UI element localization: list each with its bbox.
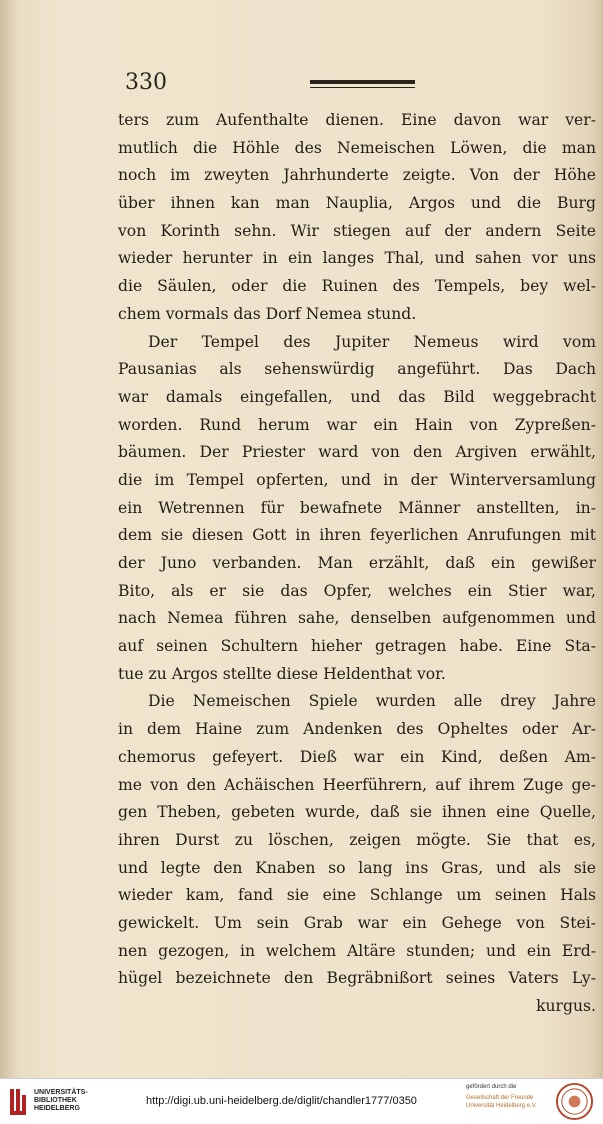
sponsor-seal-icon — [555, 1082, 594, 1121]
text-line: dem sie diesen Gott in ihren feyerlichen Anrufungen mit — [118, 526, 596, 545]
text-line: war damals eingefallen, und das Bild weggebracht — [118, 387, 596, 406]
text-line: me von den Achäischen Heerführern, auf ihrem Zuge ge- — [118, 775, 596, 794]
text-line: ein Wetrennen für bewafnete Männer anstellten, in- — [118, 498, 596, 517]
text-line: gen Theben, gebeten wurde, daß sie ihnen eine Quelle, — [118, 803, 596, 822]
library-logo-icon — [10, 1089, 30, 1115]
text-line: chemorus gefeyert. Dieß war ein Kind, deßen Am- — [118, 747, 596, 766]
text-line: wieder kam, fand sie eine Schlange um seinen Hals — [118, 886, 596, 905]
text-line: die im Tempel opferten, und in der Winterversamlung — [118, 470, 596, 489]
text-line: Der Tempel des Jupiter Nemeus wird vom — [148, 332, 596, 351]
text-line: Bito, als er sie das Opfer, welches ein Stier war, — [118, 581, 596, 600]
header-rule — [310, 80, 415, 84]
text-line: bäumen. Der Priester ward von den Argiven erwählt, — [118, 443, 596, 462]
text-line: tue zu Argos stellte diese Heldenthat vor. — [118, 664, 446, 683]
sponsor-name: Gesellschaft der Freunde Universität Heidelberg e.V. — [466, 1095, 537, 1109]
viewer-footer — [0, 1078, 603, 1124]
text-line: Pausanias als sehenswürdig angeführt. Das Dach — [118, 360, 596, 379]
text-line: nach Nemea führen sahe, denselben aufgenommen und — [118, 609, 596, 628]
text-line: ters zum Aufenthalte dienen. Eine davon war ver- — [118, 111, 596, 129]
text-line: gewickelt. Um sein Grab war ein Gehege von Stei- — [118, 913, 596, 932]
text-line: noch im zweyten Jahrhunderte zeigte. Von der Höhe — [118, 166, 596, 185]
page-number: 330 — [125, 70, 167, 95]
text-line: wieder herunter in ein langes Thal, und sahen vor uns — [118, 249, 596, 268]
page-header — [125, 70, 595, 98]
text-line: der Juno verbanden. Man erzählt, daß ein gewißer — [118, 554, 596, 572]
text-line: auf seinen Schultern hieher getragen habe. Eine Sta- — [118, 637, 596, 656]
text-line: nen gezogen, in welchem Altäre stunden; und ein Erd- — [118, 941, 596, 960]
body-text — [118, 107, 596, 1021]
text-line: von Korinth sehn. Wir stiegen auf der andern Seite — [118, 221, 596, 240]
text-line: hügel bezeichnete den Begräbnißort seines Vaters Ly- — [118, 969, 596, 988]
sponsor-label: gefördert durch die — [466, 1084, 517, 1090]
library-name: UNIVERSITÄTS- BIBLIOTHEK HEIDELBERG — [34, 1089, 88, 1112]
text-line: kurgus. — [536, 997, 596, 1015]
text-line: über ihnen kan man Nauplia, Argos und die Burg — [118, 194, 596, 213]
text-line: in dem Haine zum Andenken des Opheltes oder Ar- — [118, 720, 596, 739]
text-line: mutlich die Höhle des Nemeischen Löwen, die man — [118, 138, 596, 157]
text-line: und legte den Knaben so lang ins Gras, und als sie — [118, 858, 596, 877]
text-line: ihren Durst zu löschen, zeigen mögte. Sie that es, — [118, 830, 596, 849]
header-rule-thin — [310, 87, 415, 88]
text-line: worden. Rund herum war ein Hain von Zypreßen- — [118, 415, 596, 434]
permalink-url[interactable]: http://digi.ub.uni-heidelberg.de/diglit/chandler1777/0350 — [146, 1095, 417, 1107]
text-line: chem vormals das Dorf Nemea stund. — [118, 304, 417, 323]
text-line: Die Nemeischen Spiele wurden alle drey Jahre — [148, 692, 596, 711]
text-line: die Säulen, oder die Ruinen des Tempels, bey wel- — [118, 277, 596, 296]
